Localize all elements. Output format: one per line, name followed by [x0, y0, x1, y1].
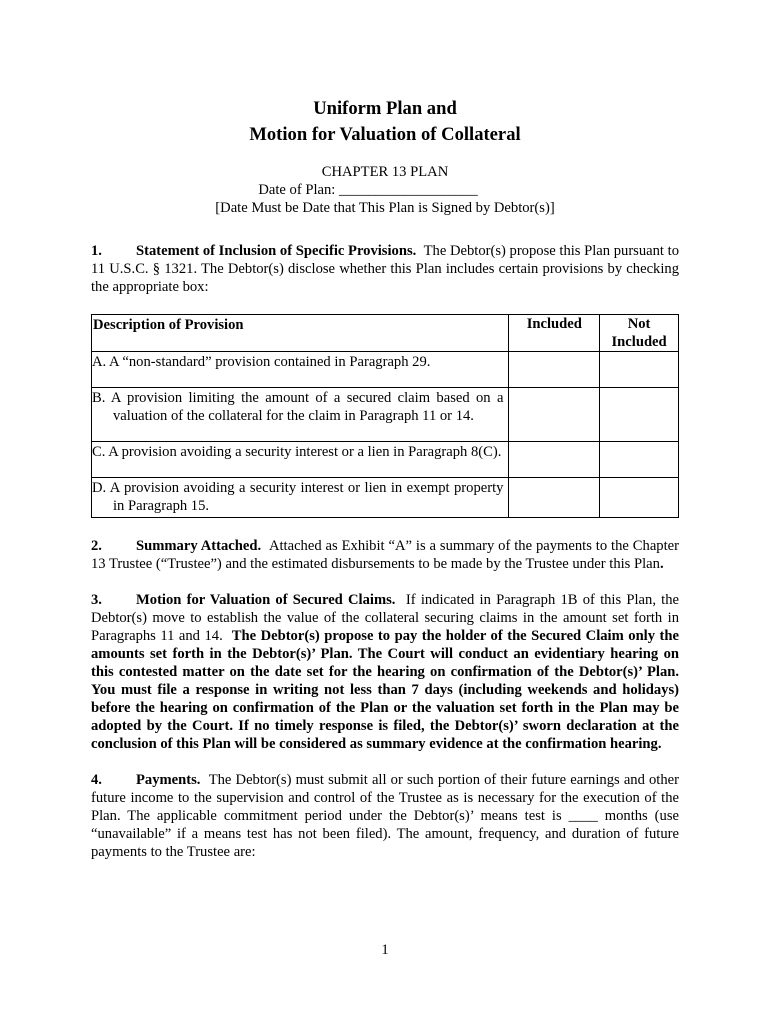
section-4-text: The Debtor(s) must submit all or such portion of their future earnings and other future income to the supervision and control of the Trustee as is necessary for the execution of the Plan. The applicable commitment period under the Debtor(s)’ means test is ____ months (use “unavailable” if a means test has not been filed). The amount, frequency, and duration of future payments to the Trustee are:	[91, 772, 679, 860]
provision-a-text: A. A “non-standard” provision contained in Paragraph 29.	[92, 354, 431, 370]
section-3	[91, 591, 679, 753]
provision-b-included-checkbox[interactable]	[509, 388, 600, 442]
column-header-not-included	[600, 315, 679, 352]
provisions-table	[91, 314, 679, 518]
section-2	[91, 537, 679, 573]
section-2-title: Summary Attached.	[136, 538, 262, 554]
provision-a-not-included-checkbox[interactable]	[600, 352, 679, 388]
section-2-number: 2.	[91, 538, 102, 554]
section-2-text: Attached as Exhibit “A” is a summary of the payments to the Chapter 13 Trustee (“Trustee”) and the estimated disbursements to be made by the Trustee under this Plan	[91, 538, 679, 572]
column-header-not-line2: Included	[611, 334, 667, 350]
provision-c-description	[92, 442, 509, 478]
date-of-plan-field: Date of Plan: ___________________	[258, 182, 478, 198]
provision-b-not-included-checkbox[interactable]	[600, 388, 679, 442]
table-row	[92, 352, 679, 388]
provision-d-text: D. A provision avoiding a security interest or lien in exempt property in Paragraph 15.	[92, 480, 504, 514]
provision-c-included-checkbox[interactable]	[509, 442, 600, 478]
provision-b-text: B. A provision limiting the amount of a secured claim based on a valuation of the collateral for the claim in Paragraph 11 or 14.	[92, 390, 504, 424]
provision-d-not-included-checkbox[interactable]	[600, 478, 679, 518]
section-1	[91, 242, 679, 296]
provision-a-included-checkbox[interactable]	[509, 352, 600, 388]
section-2-end: .	[659, 556, 664, 572]
provisions-table-header	[92, 315, 679, 352]
chapter-heading: CHAPTER 13 PLAN	[321, 164, 449, 180]
document-title	[91, 96, 679, 148]
title-line-2: Motion for Valuation of Collateral	[249, 124, 521, 145]
section-3-title: Motion for Valuation of Secured Claims.	[136, 592, 396, 608]
table-row	[92, 388, 679, 442]
plan-header	[91, 163, 679, 217]
section-1-text: The Debtor(s) propose this Plan pursuant to 11 U.S.C. § 1321. The Debtor(s) disclose whether this Plan includes certain provisions by checking the appropriate box:	[91, 243, 679, 295]
section-1-number: 1.	[91, 243, 102, 259]
provision-d-included-checkbox[interactable]	[509, 478, 600, 518]
page-number: 1	[381, 942, 389, 958]
document-body	[91, 96, 679, 861]
provision-a-description	[92, 352, 509, 388]
column-header-included: Included	[509, 315, 600, 352]
table-row	[92, 442, 679, 478]
section-3-number: 3.	[91, 592, 102, 608]
provision-d-description	[92, 478, 509, 518]
section-3-text: If indicated in Paragraph 1B of this Plan, the Debtor(s) move to establish the value of the collateral securing claims in the amount set forth in Paragraphs 11 and 14.	[91, 592, 680, 644]
column-header-description: Description of Provision	[92, 315, 509, 352]
title-line-1: Uniform Plan and	[313, 98, 457, 119]
table-row	[92, 478, 679, 518]
section-4-title: Payments.	[136, 772, 201, 788]
section-3-bold-text: The Debtor(s) propose to pay the holder of the Secured Claim only the amounts set forth in the Debtor(s)’ Plan. The Court will conduct an evidentiary hearing on this contested matter on the date set for the hearing on confirmation of the Debtor(s)’ Plan. You must file a response in writing not less than 7 days (including weekends and holidays) before the hearing on confirmation of the Plan or the valuation set forth in the Plan may be adopted by the Court. If no timely response is filed, the Debtor(s)’ sworn declaration at the conclusion of this Plan will be considered as summary evidence at the confirmation hearing.	[91, 628, 679, 752]
date-note: [Date Must be Date that This Plan is Signed by Debtor(s)]	[215, 200, 555, 216]
column-header-not-line1: Not	[627, 316, 651, 332]
provision-c-not-included-checkbox[interactable]	[600, 442, 679, 478]
section-4	[91, 771, 679, 861]
section-1-title: Statement of Inclusion of Specific Provisions.	[136, 243, 417, 259]
provision-b-description	[92, 388, 509, 442]
provision-c-text: C. A provision avoiding a security interest or a lien in Paragraph 8(C).	[92, 444, 502, 460]
section-4-number: 4.	[91, 772, 102, 788]
